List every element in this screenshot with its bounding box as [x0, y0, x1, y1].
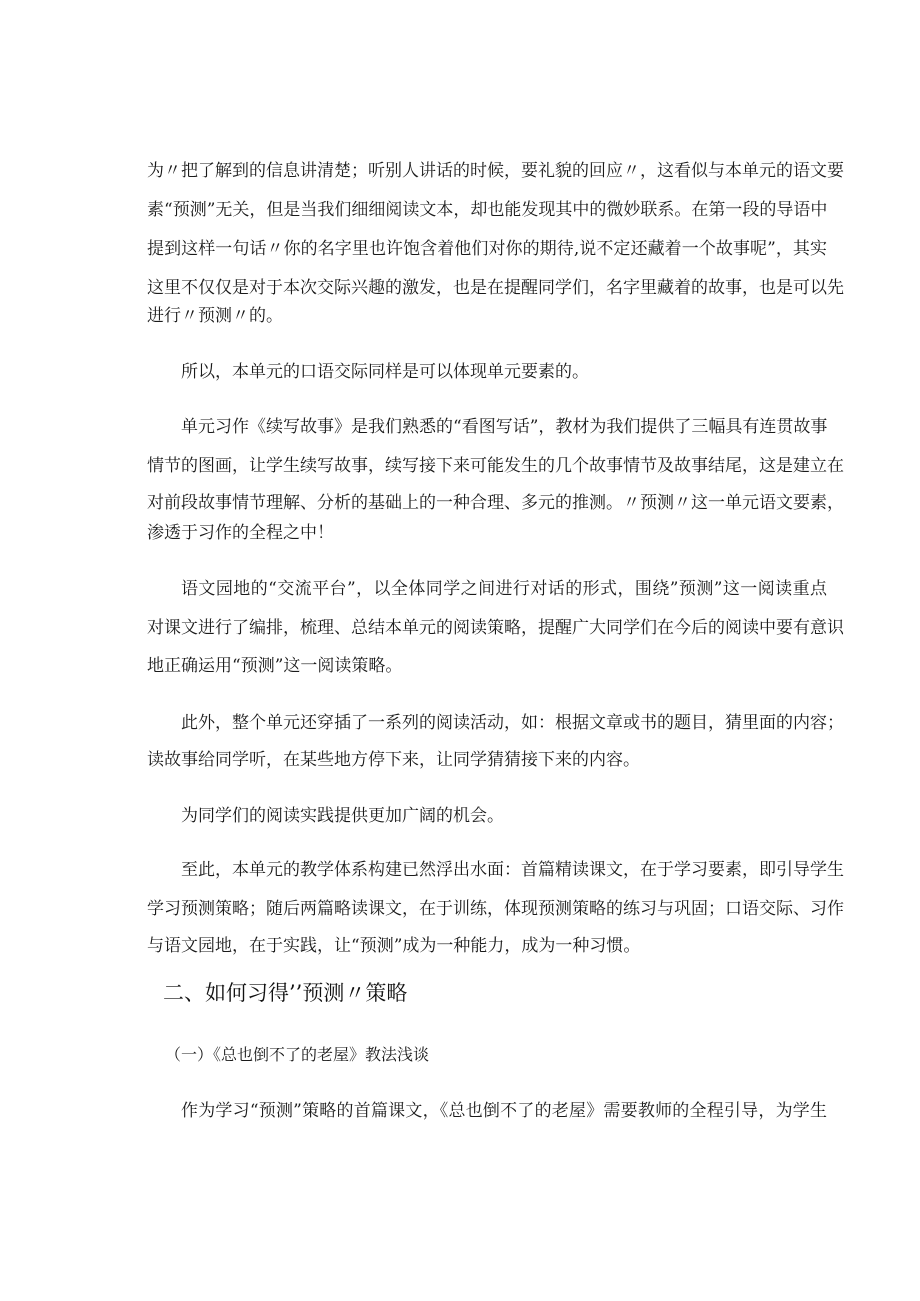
paragraph-7-line-2: 学习预测策略；随后两篇略读课文，在于训练，体现预测策略的练习与巩固；口语交际、习作: [147, 899, 844, 919]
paragraph-3-line-4: 渗透于习作的全程之中！: [147, 523, 334, 543]
paragraph-6-line-1: 为同学们的阅读实践提供更加广阔的机会。: [181, 806, 504, 826]
paragraph-1-line-2: 素“预测”无关，但是当我们细细阅读文本，却也能发现其中的微妙联系。在第一段的导语中: [147, 200, 828, 220]
paragraph-3-line-3: 对前段故事情节理解、分析的基础上的一种合理、多元的推测。〃预测〃这一单元语文要素，: [147, 493, 844, 513]
paragraph-7-line-1: 至此，本单元的教学体系构建已然浮出水面：首篇精读课文，在于学习要素，即引导学生: [181, 860, 844, 880]
final-paragraph-line-1: 作为学习“预测”策略的首篇课文，《总也倒不了的老屋》需要教师的全程引导，为学生: [181, 1101, 827, 1121]
paragraph-4-line-2: 对课文进行了编排，梳理、总结本单元的阅读策略，提醒广大同学们在今后的阅读中要有意识: [147, 618, 844, 638]
paragraph-1-line-1: 为〃把了解到的信息讲清楚；听别人讲话的时候，要礼貌的回应〃，这看似与本单元的语文要: [147, 161, 844, 181]
paragraph-1-line-5: 进行〃预测〃的。: [147, 306, 283, 326]
subsection-heading: （一）《总也倒不了的老屋》教法浅谈: [165, 1045, 430, 1064]
paragraph-5-line-1: 此外，整个单元还穿插了一系列的阅读活动，如：根据文章或书的题目，猜里面的内容；: [181, 713, 844, 733]
paragraph-4-line-3: 地正确运用“预测”这一阅读策略。: [147, 656, 403, 676]
section-heading: 二、如何习得’’预测〃策略: [163, 981, 408, 1005]
paragraph-3-line-2: 情节的图画，让学生续写故事，续写接下来可能发生的几个故事情节及故事结尾，这是建立在: [147, 456, 844, 476]
paragraph-7-line-3: 与语文园地，在于实践，让“预测”成为一种能力，成为一种习惯。: [147, 936, 641, 956]
paragraph-3-line-1: 单元习作《续写故事》是我们熟悉的“看图写话”，教材为我们提供了三幅具有连贯故事: [181, 417, 828, 437]
paragraph-4-line-1: 语文园地的“交流平台”，以全体同学之间进行对话的形式，围绕”预测”这一阅读重点: [181, 579, 827, 599]
paragraph-1-line-4: 这里不仅仅是对于本次交际兴趣的激发，也是在提醒同学们，名字里藏着的故事，也是可以先: [147, 278, 844, 298]
paragraph-5-line-2: 读故事给同学听，在某些地方停下来，让同学猜猜接下来的内容。: [147, 750, 640, 770]
paragraph-2-line-1: 所以，本单元的口语交际同样是可以体现单元要素的。: [181, 362, 589, 382]
paragraph-1-line-3: 提到这样一句话〃你的名字里也许饱含着他们对你的期待,说不定还藏着一个故事呢”，其实: [147, 239, 827, 259]
